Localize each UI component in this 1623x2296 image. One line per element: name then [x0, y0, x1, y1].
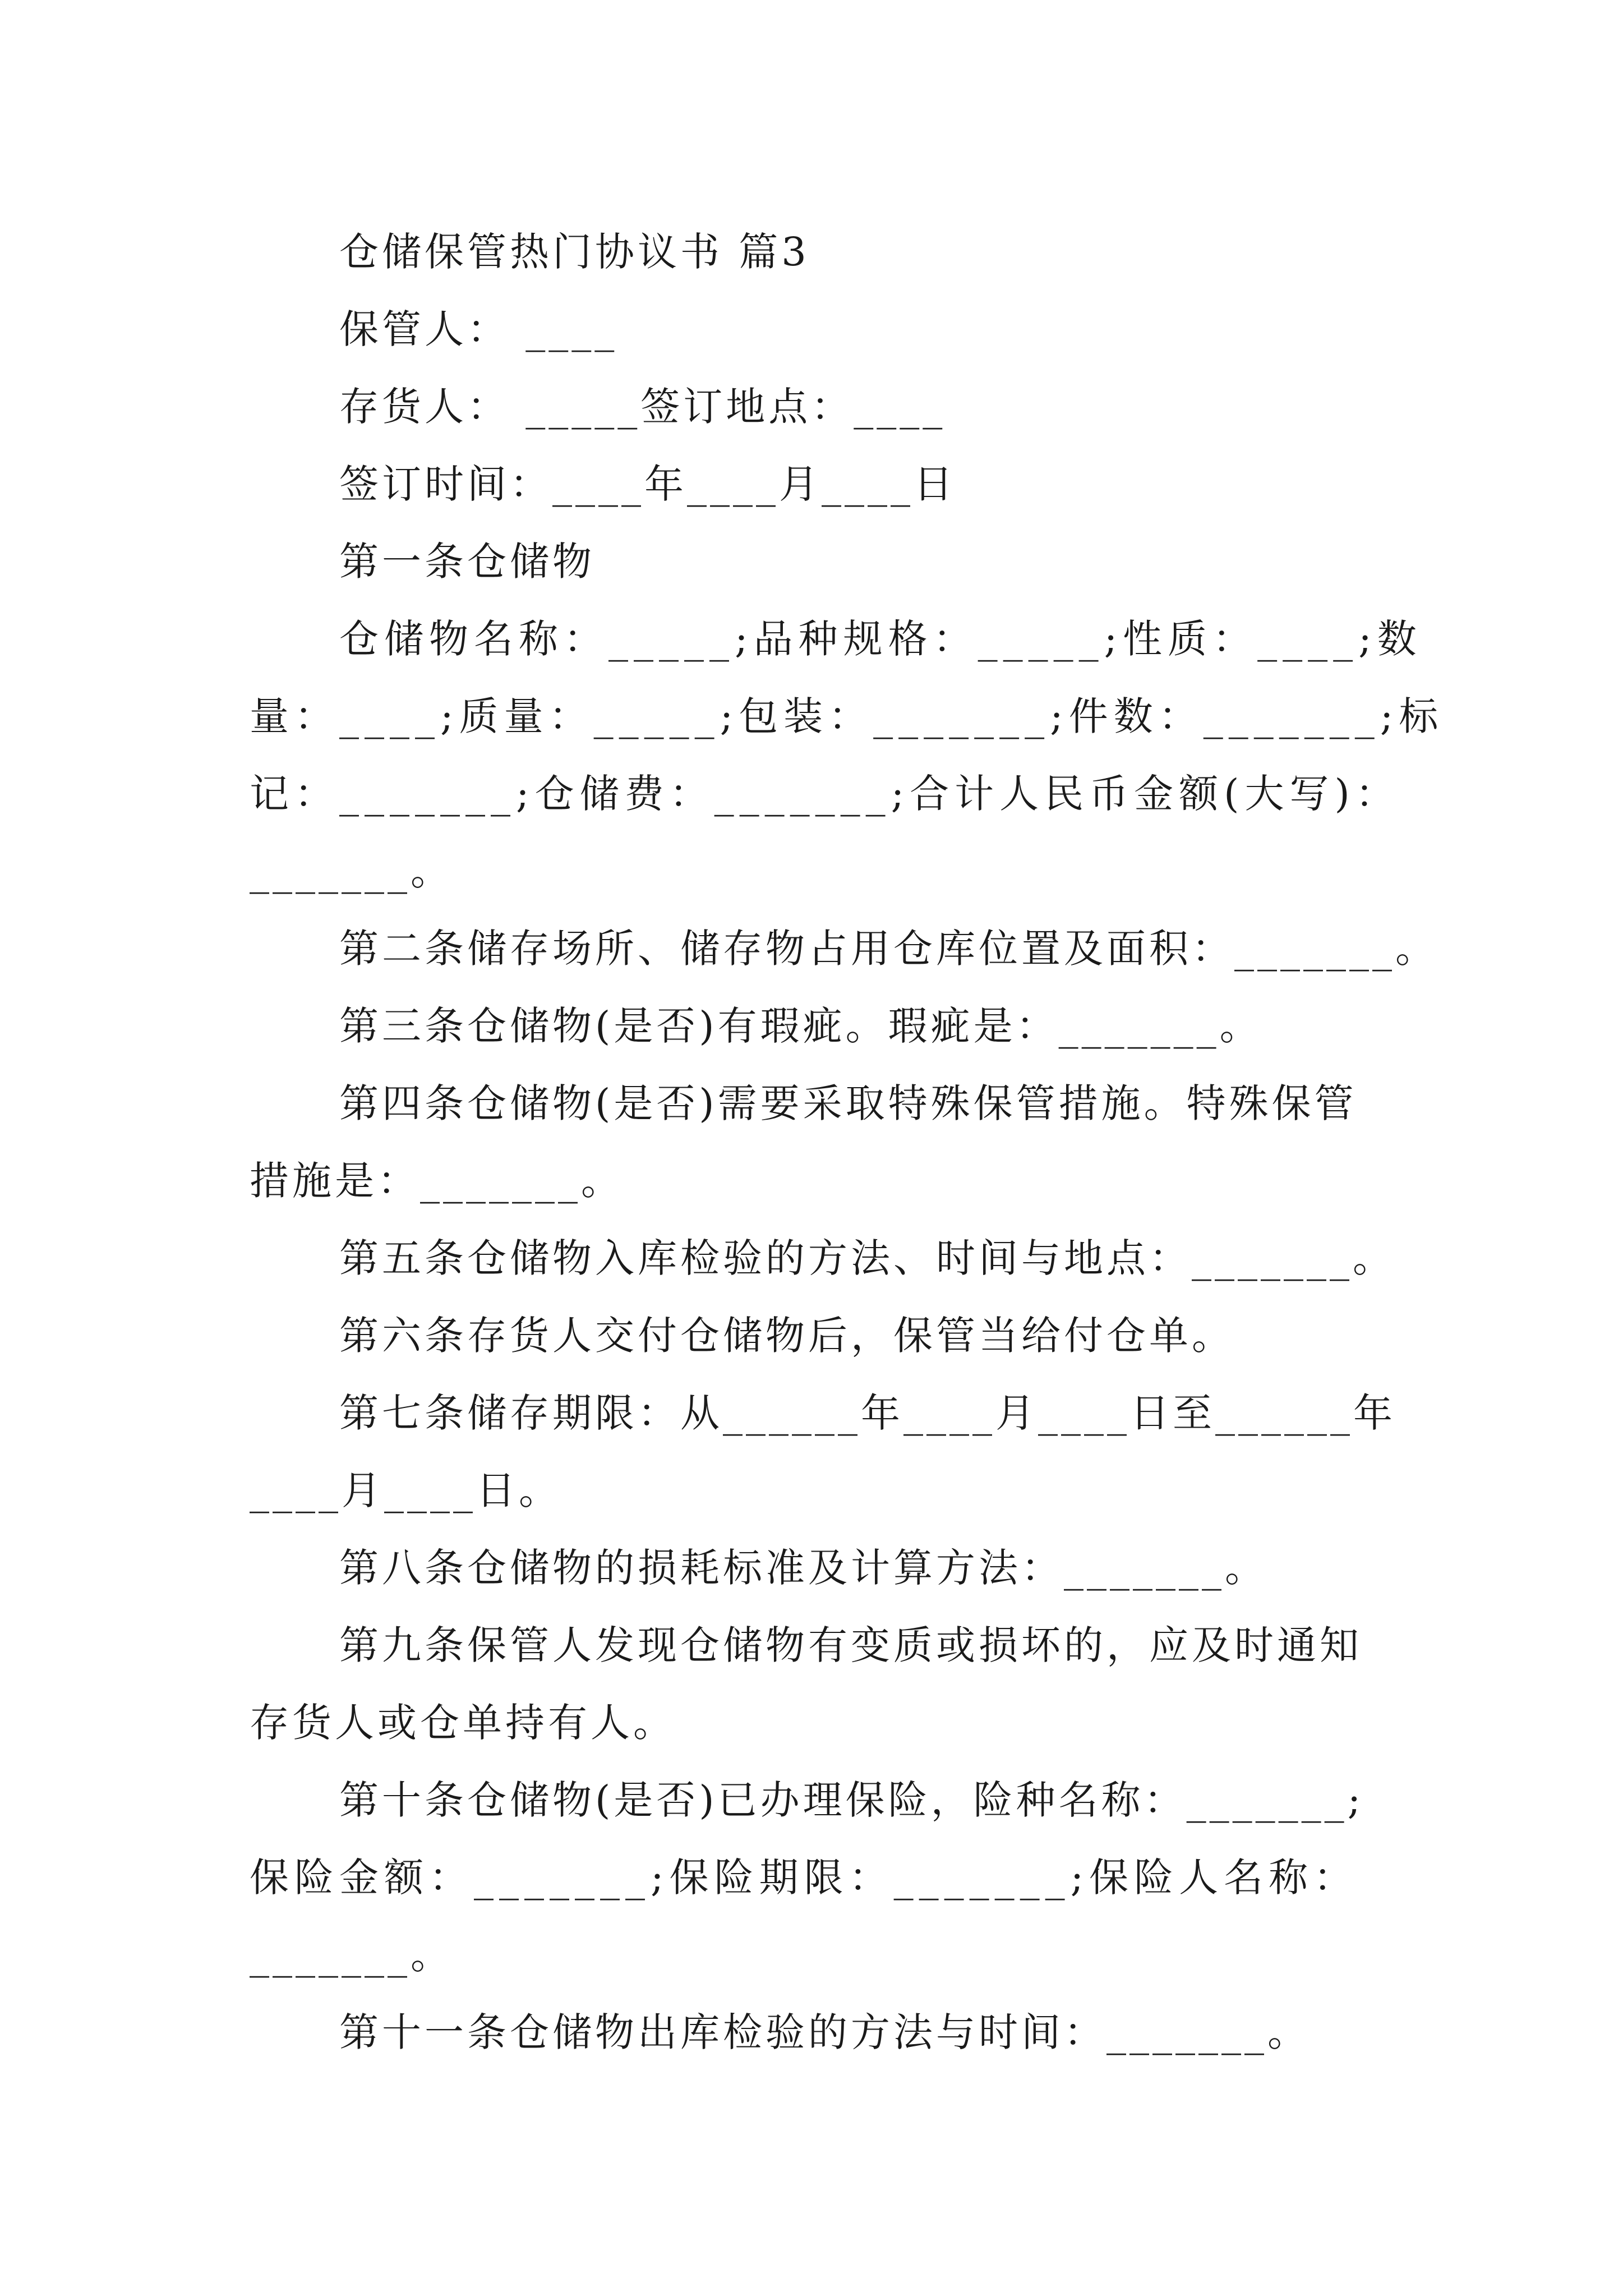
article-10-line-1: 第十条仓储物(是否)已办理保险，险种名称：_______;	[339, 1777, 1364, 1823]
article-9-line-2: 存货人或仓单持有人。	[250, 1700, 676, 1746]
article-4-line-1: 第四条仓储物(是否)需要采取特殊保管措施。特殊保管	[339, 1080, 1357, 1126]
article-1-line-2: 量：____;质量：_____;包装：_______;件数：_______;标	[250, 693, 1444, 739]
article-1-line-1: 仓储物名称：_____;品种规格：_____;性质：____;数	[339, 616, 1422, 662]
article-1-line-4: _______。	[250, 848, 453, 894]
keeper-line: 保管人： ____	[339, 306, 618, 352]
depositor-line: 存货人： _____签订地点：____	[339, 384, 946, 430]
article-4-line-2: 措施是：_______。	[250, 1158, 624, 1204]
article-11: 第十一条仓储物出库检验的方法与时间：_______。	[339, 2009, 1310, 2055]
document-title: 仓储保管热门协议书 篇3	[339, 229, 810, 275]
document-body	[250, 213, 1444, 2071]
signing-date-line: 签订时间：____年____月____日	[339, 461, 956, 507]
article-7-line-2: ____月____日。	[250, 1467, 561, 1513]
article-7-line-1: 第七条储存期限：从______年____月____日至______年	[339, 1390, 1396, 1436]
article-2: 第二条储存场所、储存物占用仓库位置及面积：_______。	[339, 926, 1438, 972]
article-9-line-1: 第九条保管人发现仓储物有变质或损坏的，应及时通知	[339, 1622, 1362, 1668]
article-6: 第六条存货人交付仓储物后，保管当给付仓单。	[339, 1313, 1234, 1359]
article-8: 第八条仓储物的损耗标准及计算方法：_______。	[339, 1545, 1267, 1591]
article-5: 第五条仓储物入库检验的方法、时间与地点：_______。	[339, 1235, 1395, 1281]
article-3: 第三条仓储物(是否)有瑕疵。瑕疵是：_______。	[339, 1003, 1262, 1049]
article-1-heading: 第一条仓储物	[339, 539, 595, 585]
article-10-line-3: _______。	[250, 1932, 453, 1978]
article-1-line-3: 记：_______;仓储费：_______;合计人民币金额(大写)：	[250, 771, 1400, 817]
article-10-line-2: 保险金额：_______;保险期限：_______;保险人名称：	[250, 1855, 1359, 1901]
